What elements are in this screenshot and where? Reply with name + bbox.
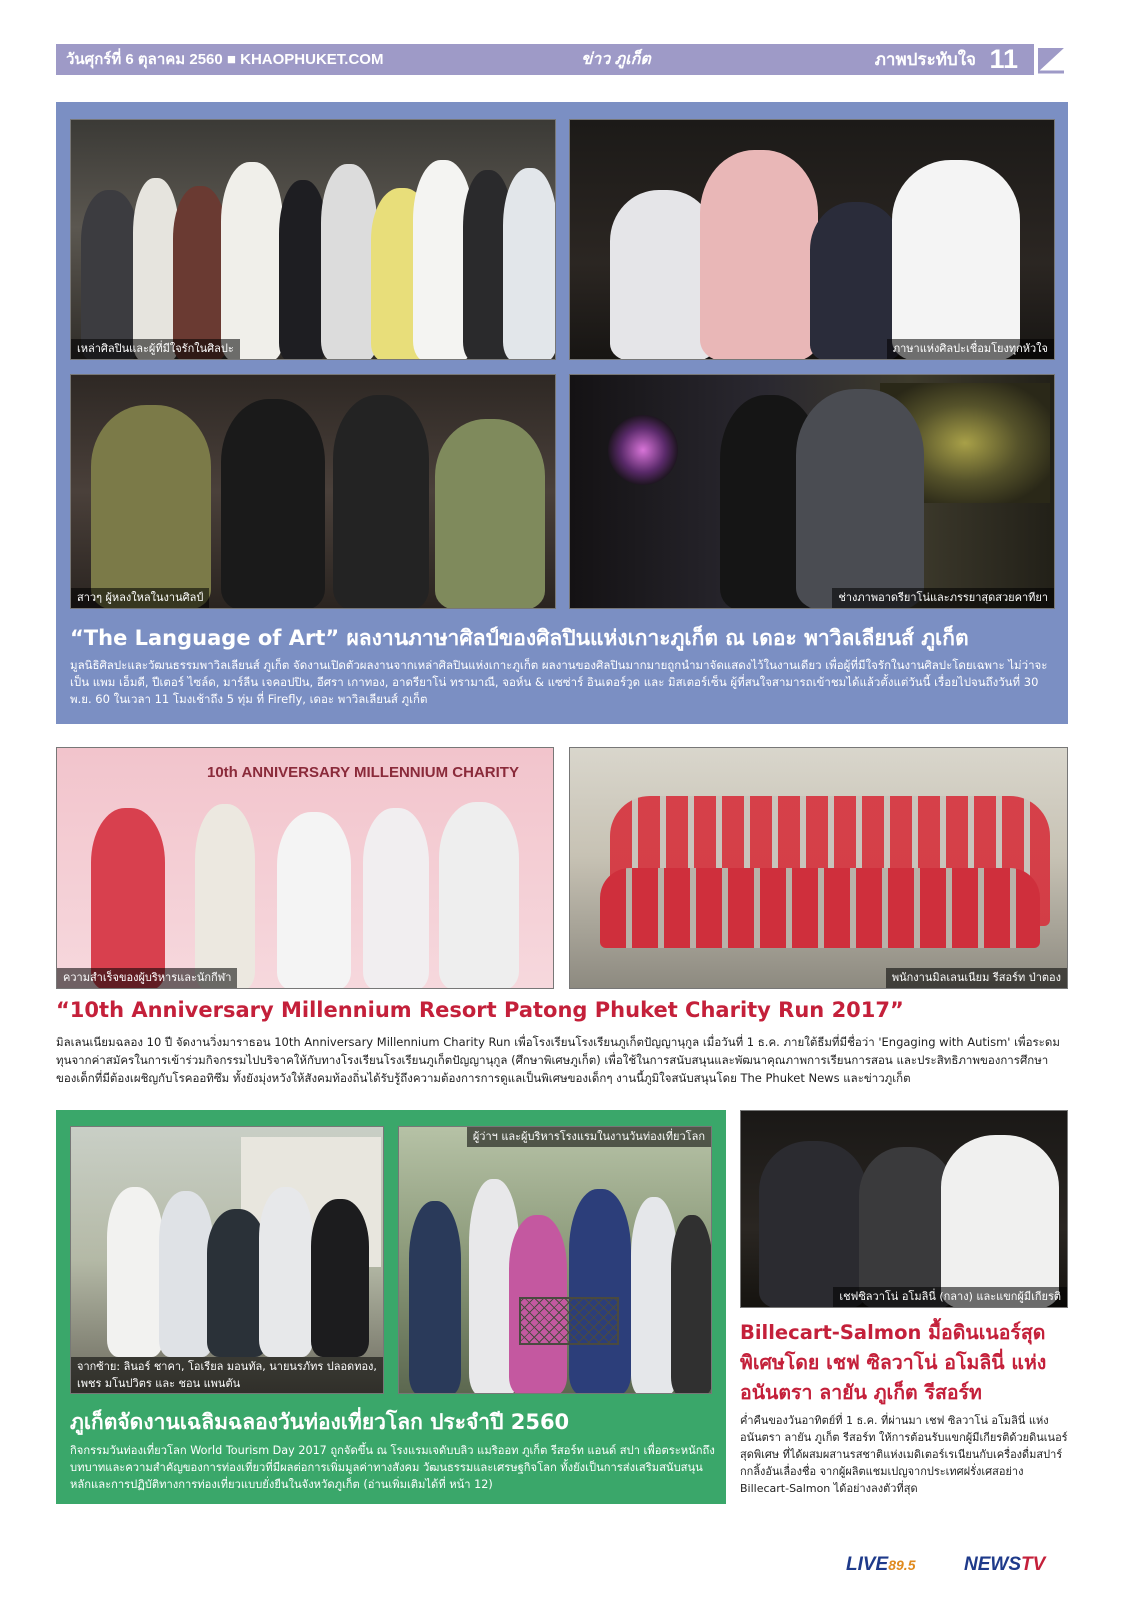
photo-caption: เชฟซิลวาโน่ อโมลินี่ (กลาง) และแขกผู้มีเกียรติ xyxy=(833,1287,1067,1307)
header-date-site: วันศุกร์ที่ 6 ตุลาคม 2560 ■ KHAOPHUKET.COM xyxy=(66,51,384,68)
photo-caption: ช่างภาพอาดรียาโน่และภรรยาสุดสวยคาทียา xyxy=(832,588,1054,608)
art-section xyxy=(56,102,1068,724)
chef-dinner-photo xyxy=(740,1110,1068,1308)
page-number: 11 xyxy=(989,44,1018,74)
charity-run-winners-photo xyxy=(56,747,554,989)
governor-and-executives-photo xyxy=(398,1126,712,1394)
tourism-day-article-body: กิจกรรมวันท่องเที่ยวโลก World Tourism Day 2017 ถูกจัดขึ้น ณ โรงแรมเจดับบลิว แมริออท ภูเก็ต รีสอร์ท แอนด์ สปา เพื่อตระหนักถึงบทบาทและความสำคัญของการท่องเที่ยวที่มีผลต่อการเพิ่มมูลค่าทางสังคม วัฒนธรรมและเศรษฐกิจโลก ทั้งยังเป็นการส่งเสริมสนับสนุนหลักและการปฏิบัติทางการท่องเที่ยวแบบยั่งยืนในจังหวัดภูเก็ต (อ่านเพิ่มเติมได้ที่ หน้า 12) xyxy=(70,1444,715,1491)
sponsor-logos xyxy=(846,1550,1070,1580)
photo-caption: จากซ้าย: ลินอร์ ชาคา, โอเรียล มอนทัล, นายนรภัทร ปลอดทอง, เพชร มโนปวิตร และ ชอน แพนตัน xyxy=(71,1357,384,1393)
photo-caption: พนักงานมิลเลนเนียม รีสอร์ท ป่าตอง xyxy=(886,968,1067,988)
photo-caption: ผู้ว่าฯ และผู้บริหารโรงแรมในงานวันท่องเที่ยวโลก xyxy=(467,1127,711,1147)
art-ladies-photo xyxy=(70,374,556,609)
live-radio-logo: LIVE89.5 xyxy=(846,1554,916,1575)
corner-arrow-icon xyxy=(1034,44,1068,75)
art-article-body: มูลนิธิศิลปะและวัฒนธรรมพาวิลเลียนส์ ภูเก็ต จัดงานเปิดตัวผลงานจากเหล่าศิลปินแห่งเกาะภูเก็ต ผลงานของศิลปินมากมายถูกนำมาจัดแสดงไว้ในงานเดียว เพื่อผู้ที่มีใจรักในงานศิลปะโดยเฉพาะ ไม่ว่าจะเป็น แพม เอ็มดี, ปีเตอร์ ไซล์ด, มาร์ลีน เจคอปปิน, อีศรา เกาทอง, อาดรียาโน่ ทรามาณี, จอห์น & แซซ่าร์ อินเดอร์วูด และ มิสเตอร์เซ็น ผู้ที่สนใจสามารถเข้าชมได้แล้วตั้งแต่วันนี้ เรื่อยไปจนถึงวันที่ 30 พ.ย. 60 ในเวลา 11 โมงเช้าถึง 5 ทุ่ม ที่ Firefly, เดอะ พาวิลเลียนส์ ภูเก็ต xyxy=(70,658,1048,706)
page-header xyxy=(56,44,1068,75)
tourism-day-section xyxy=(56,1110,726,1504)
photo-caption: สาวๆ ผู้หลงใหลในงานศิลป์ xyxy=(71,588,209,608)
photo-caption: เหล่าศิลปินและผู้ที่มีใจรักในศิลปะ xyxy=(71,339,240,359)
photo-caption: ความสำเร็จของผู้บริหารและนักกีฬา xyxy=(57,968,237,988)
section-name: ภาพประทับใจ xyxy=(874,50,976,69)
charity-run-article-body: มิลเลนเนียมฉลอง 10 ปี จัดงานวิ่งมาราธอน 10th Anniversary Millennium Charity Run เพื่อโรงเรียนโรงเรียนภูเก็ตปัญญานุกูล เมื่อวันที่ 1 ธ.ค. ภายใต้ธีมที่มีชื่อว่า 'Engaging with Autism' เพื่อระดมทุนจากค่าสมัครในการเข้าร่วมกิจกรรมไปบริจาคให้กับทางโรงเรียนโรงเรียนภูเก็ตปัญญานุกูล (ศึกษาพิเศษภูเก็ต) เพื่อใช้ในการสนับสนุนและพัฒนาคุณภาพการเรียนการสอน และประสิทธิภาพของการศึกษาของเด็กที่มีต้องเผชิญกับโรคออทิซึม ทั้งยังมุ่งหวังให้สังคมท้องถิ่นได้รับรู้ถึงความต้องการการดูแลเป็นพิเศษของเด็กๆ งานนี้ภูมิใจสนับสนุนโดย The Phuket News และข่าวภูเก็ต xyxy=(56,1035,1060,1085)
charity-run-headline: “10th Anniversary Millennium Resort Patong Phuket Charity Run 2017” xyxy=(56,998,904,1022)
tourism-officials-photo xyxy=(70,1126,384,1394)
photographer-couple-photo xyxy=(569,374,1055,609)
art-guests-photo xyxy=(569,119,1055,360)
newspaper-logo: ข่าว ภูเก็ต xyxy=(581,51,651,68)
photo-caption: ภาษาแห่งศิลปะเชื่อมโยงทุกหัวใจ xyxy=(887,339,1054,359)
backdrop-banner-text: 10th ANNIVERSARY MILLENNIUM CHARITY xyxy=(207,764,519,781)
tourism-day-headline: ภูเก็ตจัดงานเฉลิมฉลองวันท่องเที่ยวโลก ประจำปี 2560 xyxy=(70,1410,570,1434)
artists-group-photo xyxy=(70,119,556,360)
dinner-article-body: ค่ำคืนของวันอาทิตย์ที่ 1 ธ.ค. ที่ผ่านมา เชฟ ซิลวาโน่ อโมลินี่ แห่ง อนันตรา ลายัน ภูเก็ต รีสอร์ท ให้การต้อนรับแขกผู้มีเกียรติด้วยดินเนอร์สุดพิเศษ ที่ได้ผสมผสานรสชาติแห่งเมดิเตอร์เรเนียนกับเครื่องดื่มสปาร์กกลิ้งอันเลื่องชื่อ จากผู้ผลิตแชมเปญจากประเทศฝรั่งเศสอย่าง Billecart-Salmon ได้อย่างลงตัวที่สุด xyxy=(740,1414,1068,1495)
millennium-staff-photo xyxy=(569,747,1068,989)
news-tv-logo: NEWSTV xyxy=(964,1554,1046,1575)
art-headline: “The Language of Art” ผลงานภาษาศิลป์ของศิลปินแห่งเกาะภูเก็ต ณ เดอะ พาวิลเลียนส์ ภูเก็ต xyxy=(70,626,969,650)
dinner-headline: Billecart-Salmon มื้อดินเนอร์สุดพิเศษโดย เชฟ ซิลวาโน่ อโมลินี่ แห่งอนันตรา ลายัน ภูเก็ต รีสอร์ท xyxy=(740,1321,1047,1404)
